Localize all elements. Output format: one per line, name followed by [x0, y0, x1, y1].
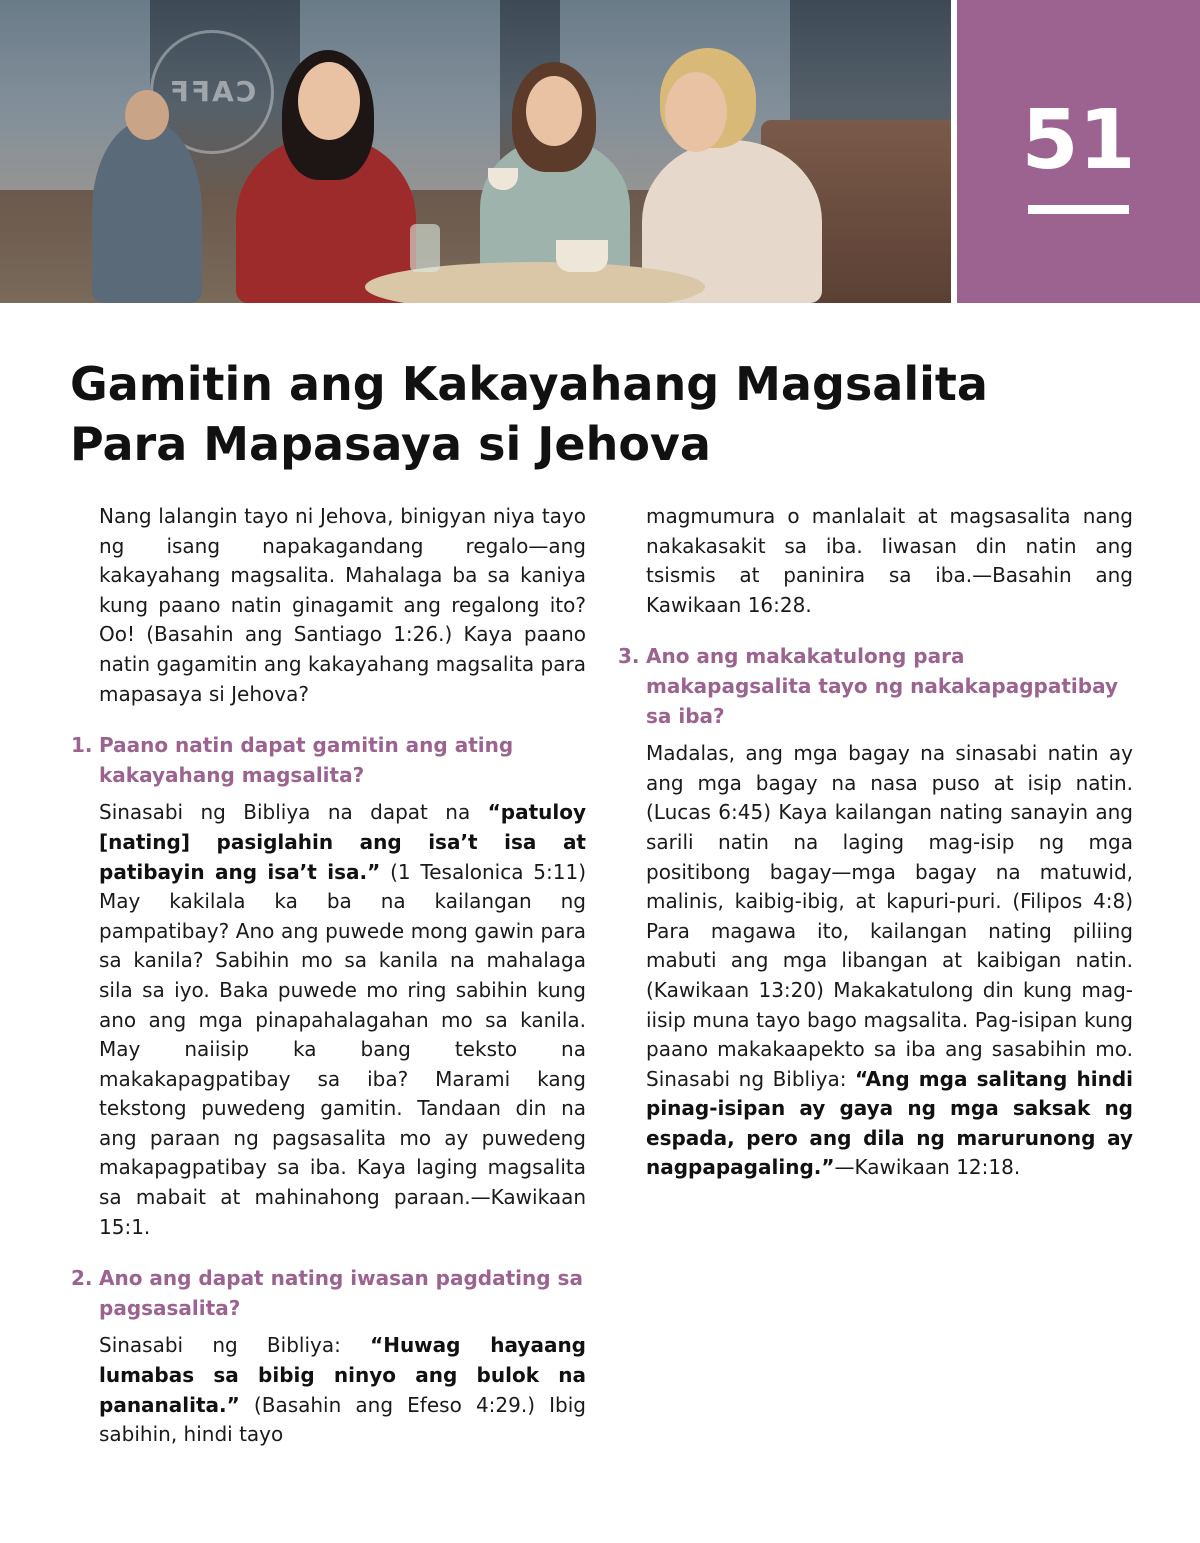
question-3-number: 3. [618, 644, 640, 669]
question-1-number: 1. [71, 733, 93, 758]
question-1-text: Paano natin dapat gamitin ang ating kakayahang magsalita? [99, 733, 514, 787]
answer-2-continued: magmumura o manlalait at magsasalita nang nakakasakit sa iba. Iiwasan din natin ang tsismis at paninira sa iba.—Basahin ang Kawikaan 16:28. [646, 504, 1133, 617]
intro-paragraph: Nang lalangin tayo ni Jehova, binigyan niya tayo ng isang napakagandang regalo—ang kakayahang magsalita. Mahalaga ba sa kaniya kung paano natin ginagamit ang regalong ito? Oo! (Basahin ang Santiago 1:26.) Kaya paano natin gagamitin ang kakayahang magsalita para mapasaya si Jehova? [99, 504, 586, 706]
woman-green-blouse-face [526, 76, 582, 146]
answer-2-quote: “Huwag hayaang lumabas sa bibig ninyo ang bulok na pananalita.” [99, 1333, 586, 1417]
cafe-sign: CAFF [150, 30, 274, 154]
left-column [71, 502, 587, 1450]
question-3-text: Ano ang makakatulong para makapagsalita tayo ng nakakapagpatibay sa iba? [646, 644, 1119, 728]
question-2-text: Ano ang dapat nating iwasan pagdating sa pagsasalita? [99, 1266, 583, 1320]
answer-2-lead: Sinasabi ng Bibliya: [99, 1333, 371, 1358]
hero-photo [0, 0, 951, 303]
answer-3-lead: Madalas, ang mga bagay na sinasabi natin ay ang mga bagay na nasa puso at isip natin. (Lucas 6:45) Kaya kailangan nating sanayin ang sarili natin na laging mag-isip ng mga positibong bagay—mga bagay na matuwid, malinis, kaibig-ibig, at kapuri-puri. (Filipos 4:8) Para magawa ito, kailangan nating piliing mabuti ang mga libangan at kaibigan natin. (Kawikaan 13:20) Makakatulong din kung mag-iisip muna tayo bago magsalita. Pag-isipan kung paano makakaapekto sa iba ang sasabihin mo. Sinasabi ng Bibliya: [646, 741, 1133, 1091]
answer-1-body: (1 Tesalonica 5:11) May kakilala ka ba na kailangan ng pampatibay? Ano ang puwede mong gawin para sa kanila? Sabihin mo sa kanila na mahalaga sila sa iyo. Baka puwede mo ring sabihin kung ano ang mga pinapahalagahan mo sa kanila. May naiisip ka bang teksto na makakapagpatibay sa iba? Marami kang tekstong puwedeng gamitin. Tandaan din na ang paraan ng pagsasalita mo ay puwedeng makapagpatibay sa iba. Kaya laging magsalita sa mabait at mahinahong paraan.—Kawikaan 15:1. [99, 859, 587, 1239]
question-2-number: 2. [71, 1266, 93, 1291]
question-3 [618, 642, 1133, 731]
background-customer [92, 120, 202, 303]
coffee-cup [556, 240, 608, 272]
lesson-number-badge [957, 0, 1200, 303]
answer-2-paragraph [99, 1331, 586, 1449]
background-customer-head [125, 90, 169, 140]
answer-3-quote: “Ang mga salitang hindi pinag-isipan ay gaya ng mga saksak ng espada, pero ang dila ng marurunong ay nagpapagaling.” [646, 1066, 1133, 1180]
answer-3-body: —Kawikaan 12:18. [834, 1155, 1021, 1180]
answer-3-paragraph [646, 739, 1133, 1183]
answer-1-lead: Sinasabi ng Bibliya na dapat na [99, 800, 488, 825]
question-1 [71, 731, 586, 790]
woman-red-sweater-face [298, 62, 360, 140]
question-2 [71, 1264, 586, 1323]
answer-2-body-start: (Basahin ang Efeso 4:29.) Ibig sabihin, hindi tayo [99, 1392, 586, 1447]
answer-1-paragraph [99, 798, 586, 1242]
page-title [70, 354, 1130, 474]
page-title-line-1: Gamitin ang Kakayahang Magsalita [70, 357, 988, 411]
answer-1-quote: “patuloy [nating] pasiglahin ang isa’t isa at patibayin ang isa’t isa.” [99, 800, 586, 884]
lesson-number: 51 [1021, 93, 1136, 188]
badge-underline [1028, 205, 1129, 214]
page-title-line-2: Para Mapasaya si Jehova [70, 417, 711, 471]
woman-beige-sweater-face [665, 72, 727, 152]
right-column [618, 502, 1133, 1183]
glass-jar [410, 224, 440, 272]
